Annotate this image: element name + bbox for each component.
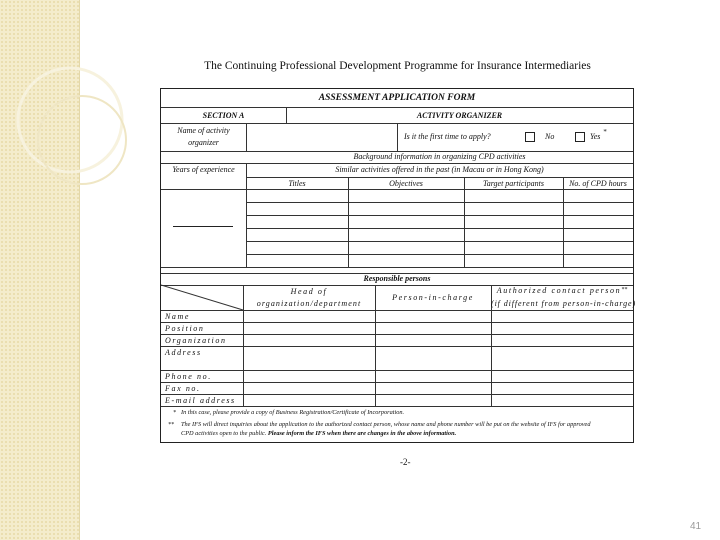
name-of-organizer-label-line2: organizer [188, 138, 219, 147]
head-of-label-line2: organization/department [256, 299, 362, 308]
no-label: No [545, 132, 555, 141]
activity-organizer-label: ACTIVITY ORGANIZER [416, 111, 503, 120]
col-target-participants: Target participants [483, 179, 544, 188]
background-info-heading: Background information in organizing CPD activities [353, 152, 526, 161]
responsible-persons-heading: Responsible persons [363, 274, 431, 283]
name-of-organizer-label-line1: Name of activity [177, 126, 230, 135]
authorized-footnote-mark: ** [621, 287, 628, 293]
col-titles: Titles [288, 179, 306, 188]
assessment-application-form [160, 88, 637, 443]
row-organization-label: Organization [165, 336, 227, 345]
years-of-experience-field[interactable] [173, 226, 233, 227]
page-number: -2- [400, 457, 411, 467]
row-email-label: E-mail address [165, 396, 236, 405]
note1-text: In this case, please provide a copy of Business Registration/Certificate of Incorporation. [181, 409, 405, 416]
decorative-circles [0, 40, 140, 200]
similar-activities-heading: Similar activities offered in the past (in Macau or in Hong Kong) [335, 165, 544, 174]
row-phone-label: Phone no. [165, 372, 212, 381]
authorized-contact-label: Authorized contact person [496, 286, 622, 295]
col-objectives: Objectives [389, 179, 423, 188]
no-checkbox[interactable] [525, 132, 535, 142]
yes-footnote-mark: * [603, 128, 607, 136]
note1-mark: * [173, 410, 176, 416]
slide-number: 41 [690, 521, 702, 532]
row-address-label: Address [165, 348, 202, 357]
first-time-question: Is it the first time to apply? [404, 132, 491, 141]
section-a-label: SECTION A [202, 111, 245, 120]
form-title: ASSESSMENT APPLICATION FORM [318, 93, 476, 103]
years-of-experience-label: Years of experience [172, 165, 235, 174]
note2-text-emphasis: Please inform the IFS when there are changes in the above information. [267, 430, 457, 437]
col-cpd-hours: No. of CPD hours [569, 179, 627, 188]
note2-text-line1: The IFS will direct inquiries about the application to the authorized contact person, whose name and phone number will be put on the website of IFS for approved [181, 421, 591, 428]
yes-checkbox[interactable] [575, 132, 585, 142]
row-position-label: Position [165, 324, 205, 333]
document-title: The Continuing Professional Development Programme for Insurance Intermediaries [204, 60, 591, 72]
row-name-label: Name [165, 312, 191, 321]
head-of-label-line1: Head of [290, 287, 328, 296]
row-fax-label: Fax no. [165, 384, 201, 393]
yes-label: Yes [590, 132, 601, 141]
person-in-charge-label: Person-in-charge [392, 293, 474, 302]
authorized-contact-note: (if different from person-in-charge) [491, 299, 637, 308]
note2-text-line2: CPD activities open to the public. [181, 430, 267, 437]
note2-mark: ** [168, 422, 174, 428]
